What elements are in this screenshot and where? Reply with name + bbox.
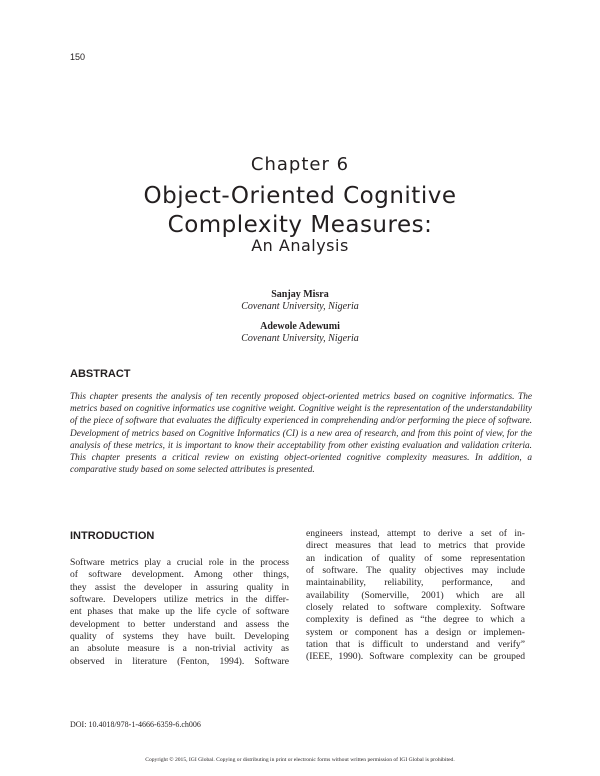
- page-number: 150: [70, 52, 86, 62]
- text-line: direct measures that lead to metrics that provide: [306, 540, 525, 552]
- author-name: Adewole Adewumi: [260, 321, 340, 332]
- chapter-title: [0, 182, 600, 240]
- text-line: software. Developers utilize metrics in the differ-: [70, 594, 289, 606]
- text-line: ent phases that make up the life cycle of software: [70, 606, 289, 618]
- introduction-left-column: [70, 557, 289, 668]
- chapter-title-line: Complexity Measures:: [167, 212, 433, 238]
- text-line: they assist the developer in assuring quality in: [70, 581, 289, 593]
- text-line: development to better understand and assess the: [70, 618, 289, 630]
- text-line: of software. The quality objectives may include: [306, 565, 525, 577]
- text-line: tation that is difficult to understand and verify”: [306, 639, 525, 651]
- text-line: engineers instead, attempt to derive a set of in-: [306, 528, 525, 539]
- text-line: maintainability, reliability, performance, and: [306, 577, 525, 589]
- text-line: quality of systems they have built. Developing: [70, 631, 289, 643]
- author-affiliation: Covenant University, Nigeria: [241, 301, 359, 312]
- author-affiliation: Covenant University, Nigeria: [241, 333, 359, 344]
- text-line: Software metrics play a crucial role in the process: [70, 557, 289, 568]
- text-line: an absolute measure is a non-trivial activity as: [70, 643, 289, 655]
- text-line: of software development. Among other things,: [70, 569, 289, 581]
- author-block: [0, 321, 600, 345]
- text-line: (IEEE, 1990). Software complexity can be grouped: [306, 651, 525, 663]
- abstract-heading: ABSTRACT: [70, 368, 131, 380]
- chapter-label: Chapter 6: [250, 154, 350, 175]
- chapter-title-line: Object-Oriented Cognitive: [143, 183, 457, 209]
- text-line: observed in literature (Fenton, 1994). Software: [70, 655, 289, 667]
- doi-line: DOI: 10.4018/978-1-4666-6359-6.ch006: [70, 720, 201, 729]
- text-line: an indication of quality of some representation: [306, 552, 525, 564]
- introduction-heading: INTRODUCTION: [70, 530, 155, 542]
- copyright-notice: Copyright © 2015, IGI Global. Copying or distributing in print or electronic forms without written permission of IGI Global is prohibited.: [145, 757, 455, 763]
- text-line: availability (Somerville, 2001) which are all: [306, 589, 525, 601]
- chapter-subtitle: An Analysis: [251, 236, 349, 255]
- text-line: system or component has a design or implemen-: [306, 626, 525, 638]
- author-name: Sanjay Misra: [271, 289, 329, 300]
- introduction-right-column: [306, 528, 525, 664]
- abstract-text: This chapter presents the analysis of ten recently proposed object-oriented metrics based on cognitive informatics. The metrics based on cognitive informatics use cognitive weight. Cognitive weight is the representation of the understandability of the piece of software that evaluates the difficulty experienced in comprehending and/or performing the piece of software. Development of metrics based on Cognitive Informatics (CI) is a new area of research, and from this point of view, for the analysis of these metrics, it is important to know their acceptability from other existing evaluation and validation criteria. This chapter presents a critical review on existing object-oriented cognitive complexity measures. In addition, a comparative study based on some selected attributes is presented.: [70, 392, 532, 476]
- author-block: [0, 289, 600, 313]
- text-line: complexity is defined as “the degree to which a: [306, 614, 525, 626]
- text-line: closely related to software complexity. Software: [306, 602, 525, 614]
